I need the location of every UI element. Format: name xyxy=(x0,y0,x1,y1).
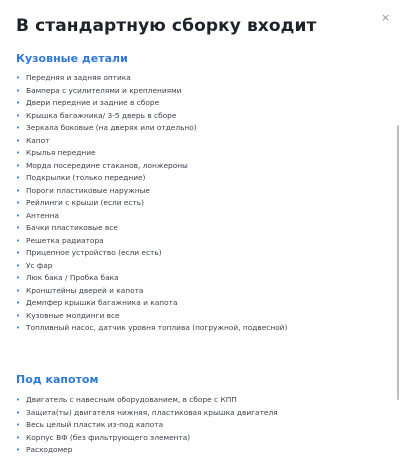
list-item xyxy=(16,97,287,110)
list-item xyxy=(16,297,287,310)
bullet-icon: • xyxy=(16,286,21,295)
list-item-label: Корпус ВФ (без фильтрующего элемента) xyxy=(26,432,191,442)
list-item-label: Двери передние и задние в сборе xyxy=(26,98,160,107)
list-item-label: Пороги пластиковые наружные xyxy=(26,185,150,195)
list-item-label: Люк бака / Пробка бака xyxy=(26,273,119,282)
list-item-label: Подкрылки (только передние) xyxy=(26,173,146,182)
modal-title: В стандартную сборку входит xyxy=(16,16,317,36)
bullet-icon: • xyxy=(16,446,21,454)
bullet-icon: • xyxy=(16,86,21,95)
bullet-icon: • xyxy=(16,311,21,320)
bullet-icon: • xyxy=(16,324,21,332)
list-item xyxy=(16,122,287,135)
list-item-label: Капот xyxy=(26,135,50,145)
list-item-label: Зеркала боковые (на дверях или отдельно) xyxy=(26,123,197,132)
bullet-icon: • xyxy=(16,299,21,307)
bullet-icon: • xyxy=(16,174,21,182)
bullet-icon: • xyxy=(16,161,21,170)
list-item xyxy=(16,272,287,285)
list-item-label: Весь целый пластик из-под капота xyxy=(26,420,164,429)
list-item xyxy=(16,210,287,223)
list-item xyxy=(16,235,287,248)
bullet-icon: • xyxy=(16,99,21,107)
list-item-label: Кузовные молдинги все xyxy=(26,310,120,320)
list-item xyxy=(16,172,287,185)
list-item xyxy=(16,444,278,457)
bullet-icon: • xyxy=(16,396,21,404)
list-item xyxy=(16,310,287,323)
body-parts-list xyxy=(16,72,287,335)
scrollbar-thumb[interactable] xyxy=(397,125,399,400)
list-item-label: Рейлинги с крыши (если есть) xyxy=(26,198,145,207)
list-item xyxy=(16,135,287,148)
list-item xyxy=(16,432,278,445)
list-item xyxy=(16,160,287,173)
bullet-icon: • xyxy=(16,224,21,232)
bullet-icon: • xyxy=(16,186,21,195)
list-item-label: Двигатель с навесным оборудованием, в сборе с КПП xyxy=(26,395,237,404)
list-item-label: Защита(ты) двигателя нижняя, пластиковая крышка двигателя xyxy=(26,407,278,417)
bullet-icon: • xyxy=(16,211,21,220)
list-item xyxy=(16,407,278,420)
bullet-icon: • xyxy=(16,149,21,157)
bullet-icon: • xyxy=(16,124,21,132)
bullet-icon: • xyxy=(16,433,21,442)
bullet-icon: • xyxy=(16,111,21,120)
list-item xyxy=(16,260,287,273)
list-item-label: Бачки пластиковые все xyxy=(26,223,118,232)
bullet-icon: • xyxy=(16,136,21,145)
list-item-label: Антенна xyxy=(26,210,59,220)
list-item-label: Крылья передние xyxy=(26,148,96,157)
list-item-label: Крышка багажника/ 3-5 дверь в сборе xyxy=(26,110,177,120)
bullet-icon: • xyxy=(16,261,21,270)
list-item-label: Ус фар xyxy=(26,260,53,270)
list-item-label: Топливный насос, датчик уровня топлива (погружной, подвесной) xyxy=(26,323,288,332)
list-item xyxy=(16,285,287,298)
list-item-label: Прицепное устройство (если есть) xyxy=(26,248,162,257)
section-title-body-parts: Кузовные детали xyxy=(16,52,128,65)
list-item xyxy=(16,72,287,85)
scrollbar[interactable] xyxy=(397,125,399,400)
modal-content[interactable] xyxy=(0,50,400,458)
bullet-icon: • xyxy=(16,74,21,82)
bullet-icon: • xyxy=(16,408,21,417)
bullet-icon: • xyxy=(16,274,21,282)
section-title-under-hood: Под капотом xyxy=(16,373,99,386)
close-icon[interactable]: × xyxy=(381,11,391,24)
bullet-icon: • xyxy=(16,421,21,429)
list-item-label: Демпфер крышки багажника и капота xyxy=(26,298,178,307)
list-item xyxy=(16,222,287,235)
list-item-label: Бампера с усилителями и креплениями xyxy=(26,85,182,95)
list-item xyxy=(16,197,287,210)
list-item xyxy=(16,394,278,407)
list-item xyxy=(16,85,287,98)
list-item xyxy=(16,110,287,123)
bullet-icon: • xyxy=(16,199,21,207)
bullet-icon: • xyxy=(16,236,21,245)
list-item xyxy=(16,322,287,335)
list-item xyxy=(16,247,287,260)
list-item-label: Передняя и задняя оптика xyxy=(26,73,131,82)
list-item-label: Решетка радиатора xyxy=(26,235,104,245)
list-item xyxy=(16,419,278,432)
list-item-label: Морда посередине стаканов, лонжероны xyxy=(26,160,188,170)
list-item xyxy=(16,185,287,198)
list-item-label: Расходомер xyxy=(26,445,73,454)
list-item-label: Кронштейны дверей и капота xyxy=(26,285,144,295)
bullet-icon: • xyxy=(16,249,21,257)
list-item xyxy=(16,147,287,160)
under-hood-list xyxy=(16,394,278,457)
